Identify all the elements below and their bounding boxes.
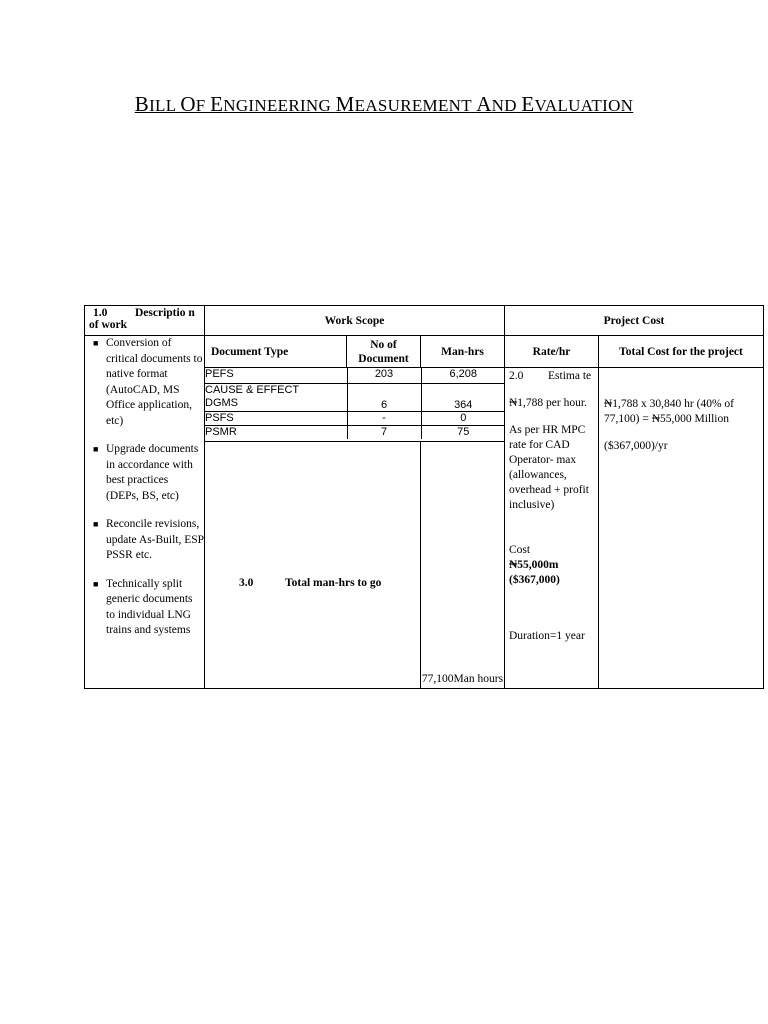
total-cost-calc: ₦1,788 x 30,840 hr (40% of 77,100) = ₦55,000 Million bbox=[604, 398, 734, 425]
doc-count: - bbox=[347, 411, 421, 425]
work-description-list bbox=[85, 336, 204, 639]
duration-text: Duration=1 year bbox=[509, 630, 585, 642]
estimate-line bbox=[509, 369, 594, 384]
man-hrs-header: Man-hrs bbox=[421, 336, 505, 368]
bullet-text: Upgrade documents in accordance with best practices (DEPs, BS, etc) bbox=[106, 443, 199, 502]
bullet-text: Technically split generic documents to individual LNG trains and systems bbox=[106, 577, 193, 636]
estimate-number: 2.0 bbox=[509, 370, 524, 382]
title-word-part: EASUREMENT bbox=[354, 96, 472, 115]
rate-basis: As per HR MPC rate for CAD Operator- max (allowances, overhead + profit inclusive) bbox=[509, 424, 589, 511]
title-letter: E bbox=[521, 92, 535, 116]
bullet-text: Reconcile revisions, update As-Built, ESP PSSR etc. bbox=[106, 518, 204, 561]
table-row bbox=[205, 383, 505, 411]
doc-type-line: DGMS bbox=[205, 397, 238, 409]
doc-manhrs: 364 bbox=[421, 383, 505, 411]
title-letter: B bbox=[134, 92, 150, 116]
bullet-icon: ■ bbox=[93, 578, 99, 589]
title-word-part: ND bbox=[491, 96, 517, 115]
page-title bbox=[0, 92, 768, 117]
project-cost-header: Project Cost bbox=[505, 306, 764, 336]
bullet-icon: ■ bbox=[93, 519, 99, 529]
beme-table bbox=[84, 305, 764, 689]
total-cost-header: Total Cost for the project bbox=[599, 336, 764, 368]
work-scope-header: Work Scope bbox=[205, 306, 505, 336]
table-row bbox=[205, 411, 505, 425]
estimate-label: Estima te bbox=[548, 370, 592, 382]
total-manhours: 77,100Man hours bbox=[421, 442, 505, 689]
list-item bbox=[93, 577, 204, 639]
doc-type-line: CAUSE & EFFECT bbox=[205, 383, 300, 396]
description-header bbox=[85, 306, 205, 336]
document-type-header: Document Type bbox=[205, 336, 347, 368]
title-word-part: F bbox=[195, 96, 206, 115]
description-label: Descriptio n of work bbox=[89, 307, 195, 331]
header-row bbox=[85, 306, 764, 336]
doc-manhrs: 6,208 bbox=[421, 368, 505, 383]
total-cost-usd: ($367,000)/yr bbox=[604, 440, 668, 452]
rate-cell bbox=[505, 368, 599, 689]
total-label: Total man-hrs to go bbox=[285, 577, 382, 589]
title-letter: M bbox=[335, 92, 355, 116]
title-word-part: ILL bbox=[149, 96, 176, 115]
doc-manhrs: 0 bbox=[421, 411, 505, 425]
doc-count: 6 bbox=[347, 383, 421, 411]
doc-count: 203 bbox=[347, 368, 421, 383]
doc-count: 7 bbox=[347, 425, 421, 439]
documents-table bbox=[205, 368, 505, 439]
rate-text: ₦1,788 per hour. bbox=[509, 397, 587, 409]
total-manhrs-label-cell bbox=[205, 442, 421, 689]
total-label-number: 3.0 bbox=[239, 577, 254, 589]
doc-type: PEFS bbox=[205, 368, 347, 383]
list-item bbox=[93, 517, 204, 564]
doc-type bbox=[205, 383, 347, 411]
title-letter: A bbox=[476, 92, 492, 116]
description-cell bbox=[85, 336, 205, 689]
title-letter: O bbox=[180, 92, 196, 116]
list-item bbox=[93, 442, 204, 504]
bullet-icon: ■ bbox=[93, 444, 99, 454]
cost-value: ₦55,000m ($367,000) bbox=[509, 559, 560, 586]
doc-type: PSMR bbox=[205, 425, 347, 439]
list-item bbox=[93, 336, 204, 429]
doc-manhrs: 75 bbox=[421, 425, 505, 439]
subheader-row bbox=[85, 336, 764, 368]
bullet-text: Conversion of critical documents to native format (AutoCAD, MS Office application, etc) bbox=[106, 337, 203, 427]
table-row bbox=[205, 368, 505, 383]
title-word-part: NGINEERING bbox=[223, 96, 332, 115]
table-row bbox=[205, 425, 505, 439]
doc-type: PSFS bbox=[205, 411, 347, 425]
no-of-document-header: No of Document bbox=[347, 336, 421, 368]
cost-label: Cost bbox=[509, 544, 531, 556]
bullet-icon: ■ bbox=[93, 338, 99, 348]
total-cost-cell bbox=[599, 368, 764, 689]
title-letter: E bbox=[210, 92, 224, 116]
section-number: 1.0 bbox=[93, 307, 108, 319]
title-word-part: VALUATION bbox=[534, 96, 634, 115]
rate-hr-header: Rate/hr bbox=[505, 336, 599, 368]
documents-cell bbox=[205, 368, 505, 442]
